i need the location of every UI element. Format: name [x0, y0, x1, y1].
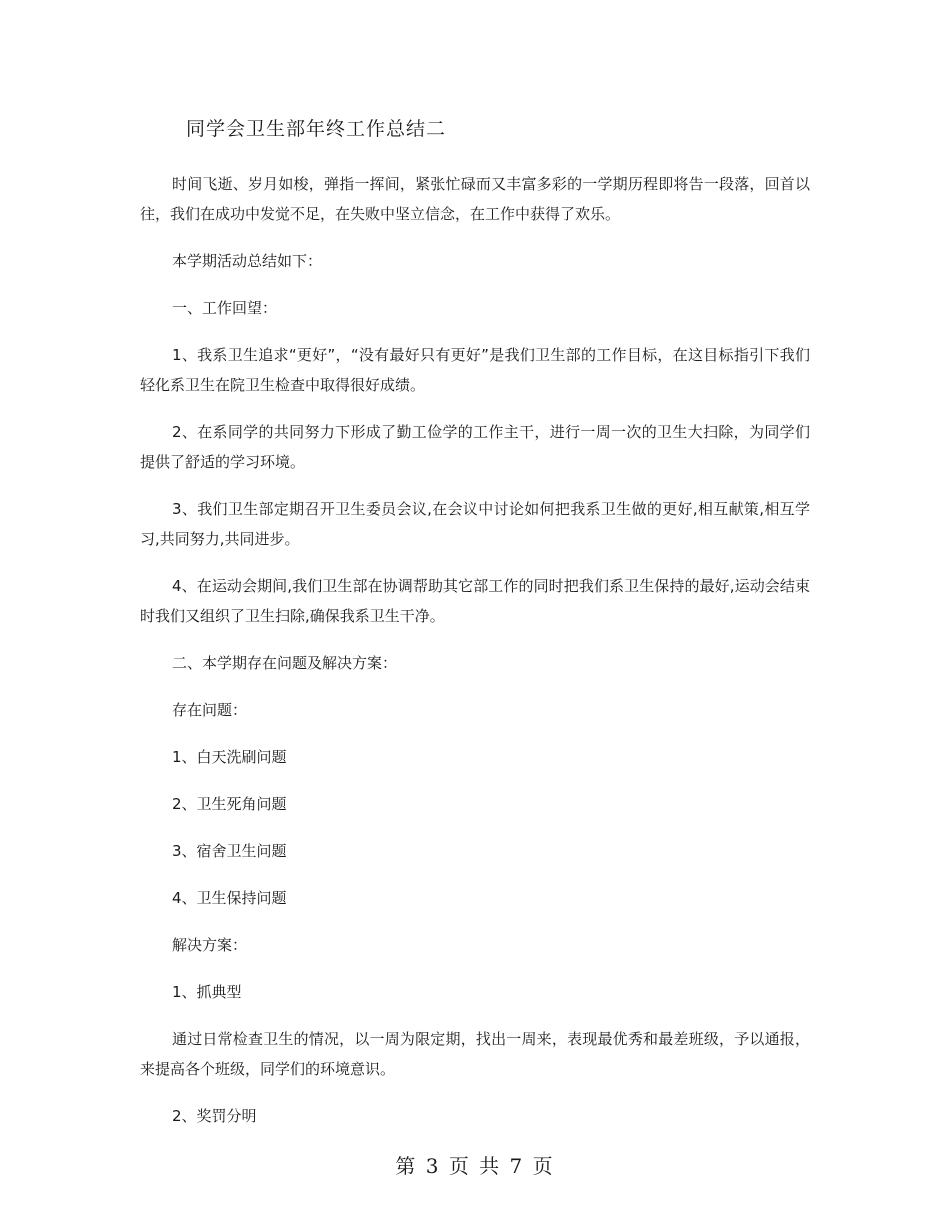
- list-item: 2、奖罚分明: [172, 1107, 257, 1125]
- paragraph: 时间飞逝、岁月如梭，弹指一挥间，紧张忙碌而又丰富多彩的一学期历程即将告一段落，回首以往，我们在成功中发觉不足，在失败中坚立信念，在工作中获得了欢乐。: [140, 175, 810, 223]
- paragraph: 存在问题：: [172, 701, 248, 719]
- document-title: 同学会卫生部年终工作总结二: [186, 118, 447, 140]
- paragraph: 1、我系卫生追求“更好”，“没有最好只有更好”是我们卫生部的工作目标，在这目标指引下我们轻化系卫生在院卫生检查中取得很好成绩。: [140, 346, 810, 394]
- list-item: 1、抓典型: [172, 983, 242, 1001]
- list-item: 3、宿舍卫生问题: [172, 842, 287, 860]
- paragraph: 3、我们卫生部定期召开卫生委员会议,在会议中讨论如何把我系卫生做的更好,相互献策,相互学习,共同努力,共同进步。: [140, 500, 810, 548]
- list-item: 1、白天洗刷问题: [172, 748, 287, 766]
- paragraph: 通过日常检查卫生的情况，以一周为限定期，找出一周来，表现最优秀和最差班级，予以通报，来提高各个班级，同学们的环境意识。: [140, 1030, 810, 1078]
- section-heading: 二、本学期存在问题及解决方案：: [172, 654, 398, 672]
- list-item: 2、卫生死角问题: [172, 795, 287, 813]
- section-heading: 一、工作回望：: [172, 299, 278, 317]
- paragraph: 4、在运动会期间,我们卫生部在协调帮助其它部工作的同时把我们系卫生保持的最好,运动会结束时我们又组织了卫生扫除,确保我系卫生干净。: [140, 577, 810, 625]
- paragraph: 本学期活动总结如下：: [172, 252, 323, 270]
- paragraph: 2、在系同学的共同努力下形成了勤工俭学的工作主干，进行一周一次的卫生大扫除，为同学们提供了舒适的学习环境。: [140, 423, 810, 471]
- document-body: [140, 169, 810, 1148]
- page-number: 第 3 页 共 7 页: [395, 1154, 555, 1178]
- paragraph: 解决方案：: [172, 936, 248, 954]
- list-item: 4、卫生保持问题: [172, 889, 287, 907]
